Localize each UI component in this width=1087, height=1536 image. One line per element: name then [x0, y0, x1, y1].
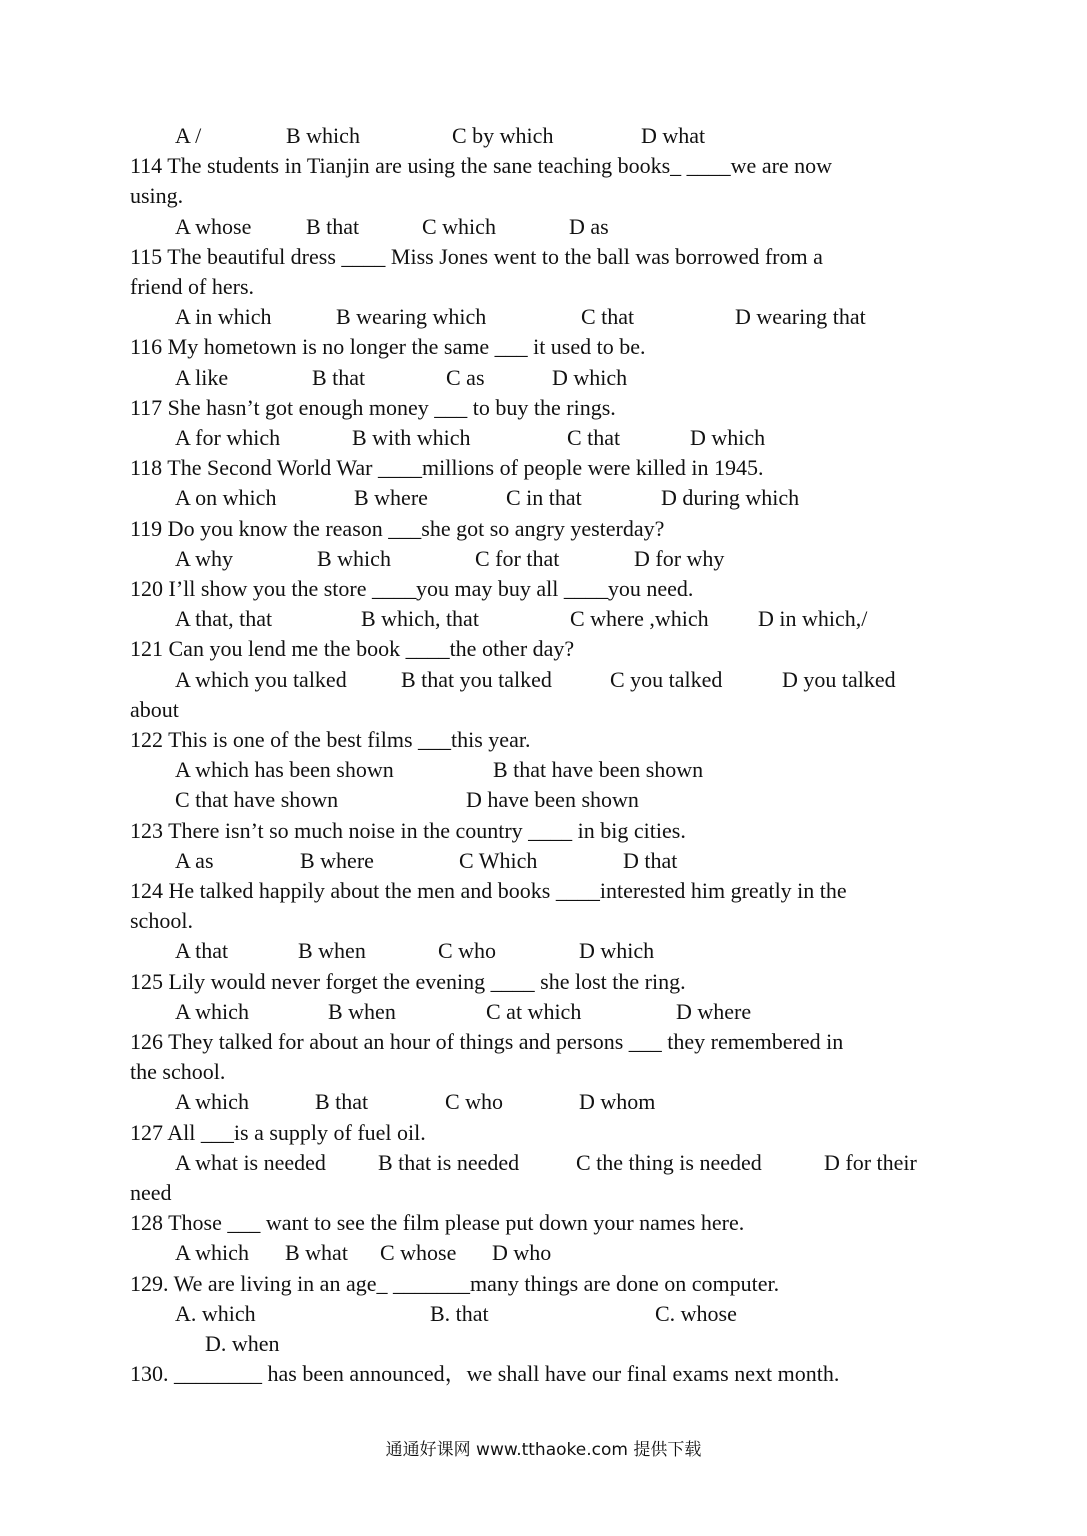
- question-text: school.: [130, 908, 193, 934]
- question-text: 116 My hometown is no longer the same ___ it used to be.: [130, 334, 646, 360]
- answer-option: D which: [690, 425, 766, 450]
- answer-option: C the thing is needed: [576, 1149, 762, 1175]
- question-text: 128 Those ___ want to see the film please put down your names here.: [130, 1210, 745, 1236]
- answer-option: D wearing that: [735, 304, 866, 330]
- answer-option: D which: [552, 364, 628, 390]
- answer-option: C for that: [475, 545, 560, 571]
- question-text: 119 Do you know the reason ___she got so angry yesterday?: [130, 515, 665, 541]
- answer-option: B which: [317, 545, 391, 571]
- answer-option: B where: [300, 847, 374, 873]
- answer-option: A which: [175, 998, 249, 1024]
- question-text: 122 This is one of the best films ___this year.: [130, 727, 531, 752]
- answer-option: C that: [567, 425, 621, 450]
- question-text: 123 There isn’t so much noise in the country ____ in big cities.: [130, 817, 686, 843]
- answer-option: C who: [445, 1089, 504, 1115]
- answer-option: C Which: [459, 847, 538, 873]
- answer-option: A whose: [175, 213, 252, 239]
- answer-option: D where: [676, 998, 752, 1024]
- answer-option: A which: [175, 1089, 249, 1115]
- answer-option: D for why: [634, 545, 725, 571]
- answer-option: A on which: [175, 485, 277, 511]
- answer-option: B that: [315, 1089, 369, 1115]
- question-text: 126 They talked for about an hour of things and persons ___ they remembered in: [130, 1029, 844, 1054]
- answer-option: A like: [175, 364, 229, 390]
- answer-option: A /: [175, 123, 202, 148]
- answer-option: D who: [492, 1240, 552, 1266]
- answer-option: B that you talked: [401, 666, 552, 692]
- answer-option: B when: [328, 998, 396, 1024]
- question-text: 121 Can you lend me the book ____the other day?: [130, 636, 575, 662]
- answer-option: A what is needed: [175, 1149, 326, 1175]
- answer-option: C by which: [452, 123, 554, 148]
- answer-option: B that: [306, 213, 360, 239]
- answer-option: A as: [175, 847, 214, 873]
- answer-option: A why: [175, 545, 234, 571]
- answer-option: B which, that: [361, 606, 479, 632]
- answer-option: A which you talked: [175, 666, 347, 692]
- answer-option: A in which: [175, 304, 272, 330]
- question-text: using.: [130, 183, 184, 209]
- question-text: need: [130, 1180, 172, 1205]
- question-text: 120 I’ll show you the store ____you may buy all ____you need.: [130, 576, 694, 601]
- answer-option: C who: [438, 938, 497, 964]
- answer-option: A which has been shown: [175, 757, 394, 783]
- question-text: 124 He talked happily about the men and books ____interested him greatly in the: [130, 878, 847, 903]
- answer-option: A. which: [175, 1300, 256, 1326]
- answer-option: B that: [312, 364, 366, 390]
- answer-option: D whom: [579, 1089, 656, 1115]
- question-text: 129. We are living in an age_ _______many things are done on computer.: [130, 1270, 780, 1296]
- answer-option: B that have been shown: [493, 757, 704, 783]
- answer-option: B where: [354, 485, 428, 511]
- question-text: 117 She hasn’t got enough money ___ to buy the rings.: [130, 394, 616, 420]
- question-text: 130. ________ has been announced，we shall have our final exams next month.: [130, 1361, 840, 1387]
- answer-option: B when: [298, 938, 366, 964]
- question-text: 125 Lily would never forget the evening ____ she lost the ring.: [130, 968, 686, 994]
- answer-option: A that: [175, 938, 229, 964]
- page-footer: 通通好课网 www.tthaoke.com 提供下载: [385, 1440, 702, 1460]
- answer-option: B which: [286, 123, 360, 148]
- question-text: 115 The beautiful dress ____ Miss Jones went to the ball was borrowed from a: [130, 243, 823, 269]
- answer-option: D that: [623, 847, 678, 873]
- question-text: friend of hers.: [130, 274, 255, 299]
- answer-option: C you talked: [610, 666, 723, 692]
- answer-option: C which: [422, 213, 496, 239]
- answer-option: D in which,/: [758, 606, 868, 632]
- question-text: about: [130, 696, 179, 722]
- answer-option: B that is needed: [378, 1149, 520, 1175]
- answer-option: B. that: [430, 1300, 489, 1326]
- answer-option: A which: [175, 1240, 249, 1266]
- answer-option: C that: [581, 304, 635, 330]
- answer-option: D. when: [205, 1331, 280, 1356]
- answer-option: D for their: [824, 1149, 917, 1175]
- answer-option: C at which: [486, 998, 582, 1024]
- answer-option: D during which: [661, 485, 800, 511]
- answer-option: C whose: [380, 1240, 457, 1266]
- answer-option: C as: [446, 364, 485, 390]
- answer-option: B wearing which: [336, 304, 487, 330]
- answer-option: D as: [569, 213, 609, 239]
- answer-option: C that have shown: [175, 787, 339, 813]
- answer-option: C in that: [506, 485, 582, 511]
- answer-option: D you talked: [782, 666, 896, 692]
- question-text: 114 The students in Tianjin are using the sane teaching books_ ____we are now: [130, 153, 833, 179]
- answer-option: C. whose: [655, 1300, 737, 1326]
- answer-option: B what: [285, 1240, 348, 1266]
- answer-option: A for which: [175, 425, 281, 450]
- answer-option: D what: [641, 123, 706, 148]
- answer-option: D have been shown: [466, 787, 639, 813]
- answer-option: D which: [579, 938, 655, 964]
- question-text: the school.: [130, 1059, 226, 1085]
- answer-option: A that, that: [175, 606, 273, 632]
- question-text: 127 All ___is a supply of fuel oil.: [130, 1119, 426, 1145]
- question-text: 118 The Second World War ____millions of people were killed in 1945.: [130, 455, 764, 481]
- answer-option: C where ,which: [570, 606, 709, 632]
- answer-option: B with which: [352, 425, 471, 450]
